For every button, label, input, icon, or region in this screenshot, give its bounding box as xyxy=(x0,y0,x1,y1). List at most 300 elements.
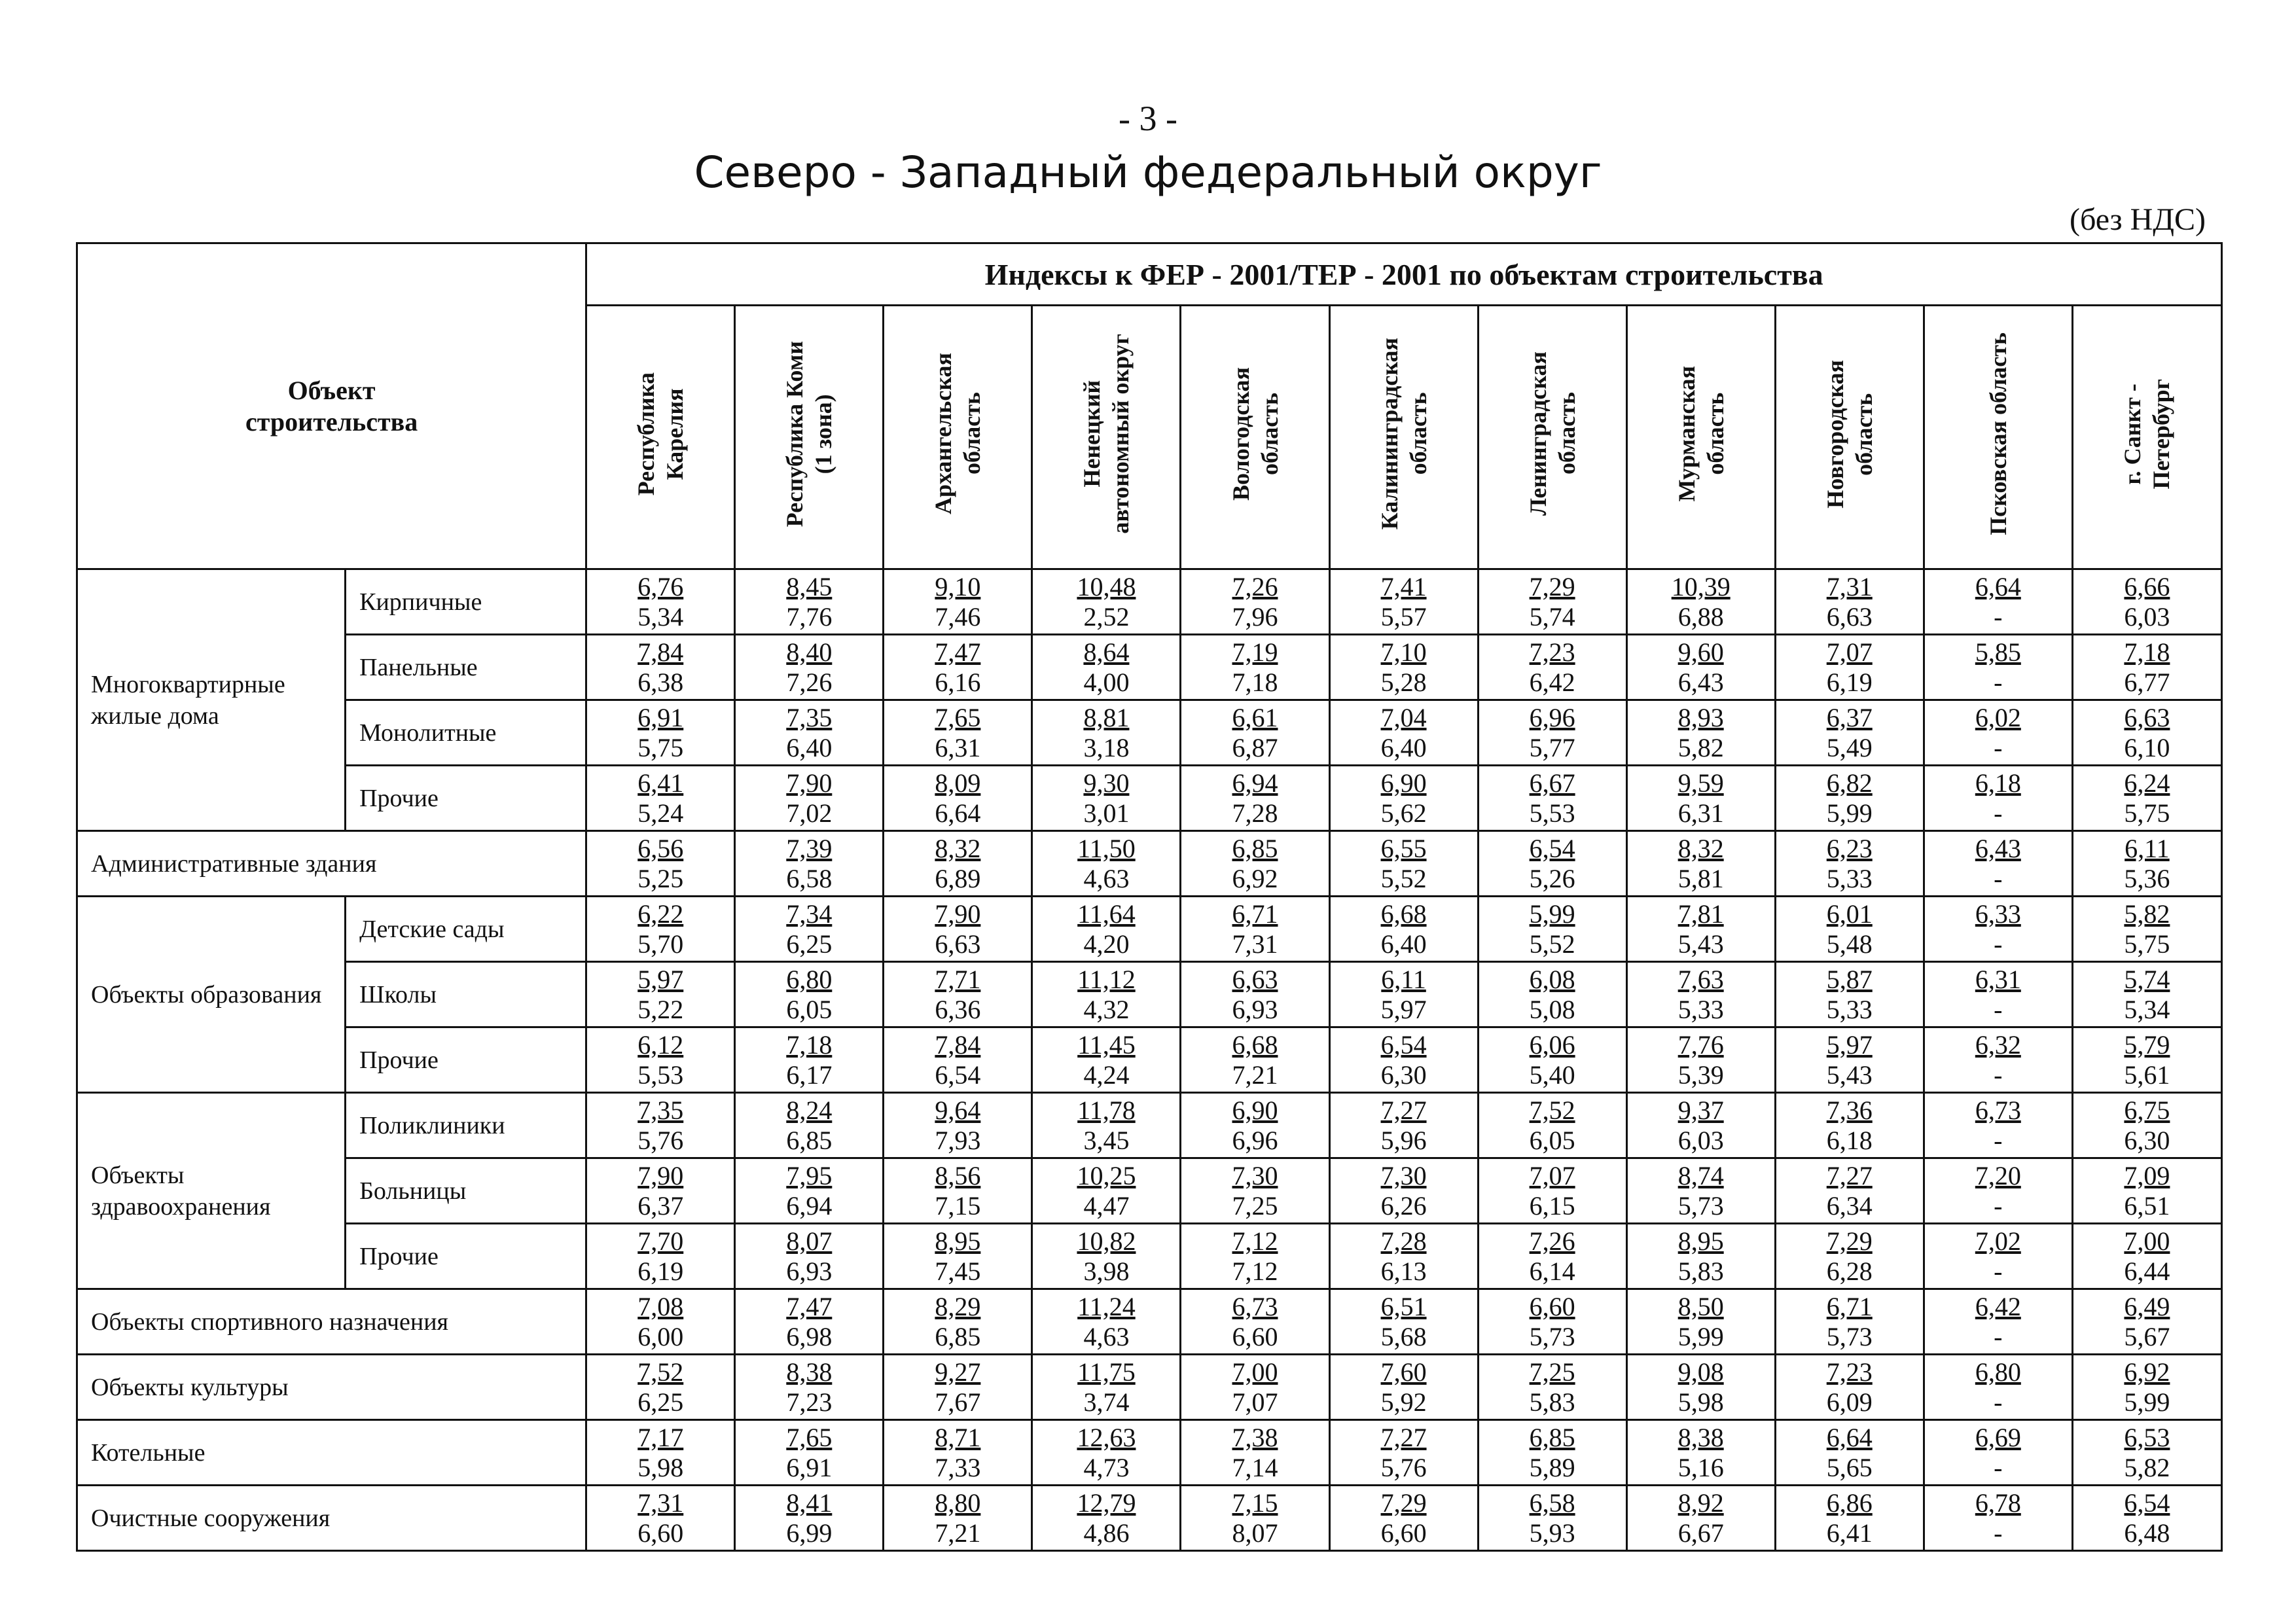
index-cell xyxy=(884,1486,1032,1551)
region-header xyxy=(1181,306,1329,569)
ter-index-value: 5,96 xyxy=(1380,1125,1427,1155)
fer-index-value: 7,70 xyxy=(637,1226,684,1256)
index-cell xyxy=(2072,1027,2221,1093)
ter-index-value: 5,81 xyxy=(1677,863,1724,893)
ter-index-value: 6,00 xyxy=(637,1321,684,1351)
index-cell xyxy=(735,635,884,700)
ter-index-value: 5,76 xyxy=(1380,1452,1427,1482)
index-cell xyxy=(1329,1420,1478,1486)
index-cell xyxy=(1478,897,1626,962)
fer-index-value: 5,74 xyxy=(2124,964,2170,994)
ter-index-value: 5,49 xyxy=(1826,732,1873,762)
fer-index-value: 10,48 xyxy=(1077,571,1136,601)
ter-index-value: 5,70 xyxy=(637,929,684,959)
fer-index-value: 7,12 xyxy=(1232,1226,1278,1256)
ter-index-value: 6,60 xyxy=(1232,1321,1278,1351)
ter-index-value: 6,37 xyxy=(637,1190,684,1221)
ter-index-value: 6,38 xyxy=(637,667,684,697)
ter-index-value: 5,22 xyxy=(637,994,684,1024)
ter-index-value: 7,15 xyxy=(935,1190,981,1221)
index-cell xyxy=(1329,1355,1478,1420)
ter-index-value: - xyxy=(1994,1060,2003,1090)
fer-index-value: 6,94 xyxy=(1232,768,1278,798)
index-cell xyxy=(884,635,1032,700)
index-cell xyxy=(1181,1027,1329,1093)
fer-index-value: 7,39 xyxy=(786,833,833,863)
index-cell xyxy=(2072,1224,2221,1289)
index-cell xyxy=(1032,831,1181,897)
index-cell xyxy=(586,1027,735,1093)
fer-index-value: 7,71 xyxy=(935,964,981,994)
index-cell xyxy=(1329,962,1478,1027)
index-cell xyxy=(1775,1027,1924,1093)
ter-index-value: 6,40 xyxy=(1380,732,1427,762)
index-cell xyxy=(1329,1093,1478,1158)
page-number: - 3 - xyxy=(1119,99,1177,138)
fer-index-value: 8,71 xyxy=(935,1422,981,1452)
index-cell xyxy=(2072,962,2221,1027)
ter-index-value: 5,33 xyxy=(1826,994,1873,1024)
index-cell xyxy=(1329,1224,1478,1289)
ter-index-value: 6,98 xyxy=(786,1321,833,1351)
fer-index-value: 6,96 xyxy=(1529,702,1575,732)
table-row xyxy=(77,1289,2222,1355)
index-cell xyxy=(1329,766,1478,831)
index-cell xyxy=(884,1355,1032,1420)
table-row xyxy=(77,1224,2222,1289)
index-cell xyxy=(2072,766,2221,831)
index-cell xyxy=(1626,1158,1775,1224)
index-cell xyxy=(2072,700,2221,766)
index-cell xyxy=(1478,831,1626,897)
region-label: Архангельская область xyxy=(930,353,986,515)
ter-index-value: 6,88 xyxy=(1677,601,1724,632)
ter-index-value: 6,03 xyxy=(2124,601,2170,632)
fer-index-value: 7,76 xyxy=(1677,1029,1724,1060)
object-subtype-label: Поликлиники xyxy=(346,1093,586,1158)
index-cell xyxy=(1924,962,2072,1027)
ter-index-value: 5,82 xyxy=(2124,1452,2170,1482)
ter-index-value: 6,25 xyxy=(637,1387,684,1417)
index-cell xyxy=(1181,1420,1329,1486)
fer-index-value: 7,29 xyxy=(1826,1226,1873,1256)
table-row xyxy=(77,962,2222,1027)
fer-index-value: 5,99 xyxy=(1529,899,1575,929)
ter-index-value: 6,34 xyxy=(1826,1190,1873,1221)
index-cell xyxy=(735,1420,884,1486)
ter-index-value: 3,45 xyxy=(1083,1125,1130,1155)
fer-index-value: 7,31 xyxy=(1826,571,1873,601)
index-cell xyxy=(1775,1158,1924,1224)
fer-index-value: 6,85 xyxy=(1529,1422,1575,1452)
fer-index-value: 7,27 xyxy=(1380,1422,1427,1452)
table-row xyxy=(77,1420,2222,1486)
ter-index-value: 6,94 xyxy=(786,1190,833,1221)
index-cell xyxy=(586,1093,735,1158)
index-cell xyxy=(735,766,884,831)
object-label: Объекты спортивного назначения xyxy=(77,1289,586,1355)
index-cell xyxy=(1775,1289,1924,1355)
index-cell xyxy=(1032,1093,1181,1158)
ter-index-value: 6,41 xyxy=(1826,1518,1873,1548)
index-cell xyxy=(1626,1486,1775,1551)
fer-index-value: 7,10 xyxy=(1380,637,1427,667)
ter-index-value: 6,30 xyxy=(1380,1060,1427,1090)
index-cell xyxy=(1924,1093,2072,1158)
ter-index-value: 6,31 xyxy=(935,732,981,762)
ter-index-value: 6,99 xyxy=(786,1518,833,1548)
fer-index-value: 7,08 xyxy=(637,1291,684,1321)
index-cell xyxy=(1181,569,1329,635)
ter-index-value: 5,48 xyxy=(1826,929,1873,959)
fer-index-value: 6,12 xyxy=(637,1029,684,1060)
ter-index-value: 5,93 xyxy=(1529,1518,1575,1548)
ter-index-value: 4,47 xyxy=(1083,1190,1130,1221)
index-cell xyxy=(735,831,884,897)
index-cell xyxy=(1775,700,1924,766)
object-subtype-label: Прочие xyxy=(346,1224,586,1289)
region-header xyxy=(1478,306,1626,569)
index-cell xyxy=(1924,569,2072,635)
fer-index-value: 6,64 xyxy=(1826,1422,1873,1452)
fer-index-value: 7,18 xyxy=(786,1029,833,1060)
region-label: Ненецкий автономный округ xyxy=(1079,334,1134,534)
table-row xyxy=(77,569,2222,635)
index-cell xyxy=(735,1289,884,1355)
ter-index-value: 6,44 xyxy=(2124,1256,2170,1286)
ter-index-value: 5,24 xyxy=(637,798,684,828)
ter-index-value: 5,26 xyxy=(1529,863,1575,893)
fer-index-value: 5,82 xyxy=(2124,899,2170,929)
ter-index-value: 6,58 xyxy=(786,863,833,893)
region-label: Калининградская область xyxy=(1376,338,1431,530)
index-cell xyxy=(1626,1355,1775,1420)
fer-index-value: 10,39 xyxy=(1671,571,1731,601)
index-cell xyxy=(1032,700,1181,766)
index-cell xyxy=(1181,766,1329,831)
ter-index-value: 5,97 xyxy=(1380,994,1427,1024)
table-row xyxy=(77,1158,2222,1224)
index-cell xyxy=(1478,700,1626,766)
index-cell xyxy=(1181,1289,1329,1355)
ter-index-value: 4,32 xyxy=(1083,994,1130,1024)
index-cell xyxy=(884,700,1032,766)
fer-index-value: 7,52 xyxy=(1529,1095,1575,1125)
index-cell xyxy=(1924,897,2072,962)
fer-index-value: 7,00 xyxy=(1232,1357,1278,1387)
index-cell xyxy=(1478,1486,1626,1551)
index-cell xyxy=(2072,1420,2221,1486)
fer-index-value: 7,52 xyxy=(637,1357,684,1387)
fer-index-value: 6,56 xyxy=(637,833,684,863)
fer-index-value: 6,90 xyxy=(1380,768,1427,798)
ter-index-value: 6,10 xyxy=(2124,732,2170,762)
ter-index-value: 5,77 xyxy=(1529,732,1575,762)
object-subtype-label: Школы xyxy=(346,962,586,1027)
fer-index-value: 9,60 xyxy=(1677,637,1724,667)
ter-index-value: - xyxy=(1994,994,2003,1024)
region-header xyxy=(2072,306,2221,569)
index-cell xyxy=(1478,1027,1626,1093)
index-cell xyxy=(1924,1486,2072,1551)
index-cell xyxy=(884,569,1032,635)
ter-index-value: 5,53 xyxy=(637,1060,684,1090)
index-cell xyxy=(884,1224,1032,1289)
fer-index-value: 7,00 xyxy=(2124,1226,2170,1256)
ter-index-value: 6,43 xyxy=(1677,667,1724,697)
index-cell xyxy=(2072,1355,2221,1420)
index-cell xyxy=(1478,962,1626,1027)
ter-index-value: 6,60 xyxy=(637,1518,684,1548)
fer-index-value: 8,07 xyxy=(786,1226,833,1256)
fer-index-value: 8,40 xyxy=(786,637,833,667)
index-cell xyxy=(1924,1355,2072,1420)
index-cell xyxy=(1775,831,1924,897)
index-cell xyxy=(1626,1289,1775,1355)
ter-index-value: 5,36 xyxy=(2124,863,2170,893)
fer-index-value: 7,17 xyxy=(637,1422,684,1452)
ter-index-value: 7,21 xyxy=(935,1518,981,1548)
fer-index-value: 6,43 xyxy=(1975,833,2021,863)
index-cell xyxy=(1626,962,1775,1027)
index-cell xyxy=(1478,1420,1626,1486)
fer-index-value: 7,35 xyxy=(786,702,833,732)
ter-index-value: 6,25 xyxy=(786,929,833,959)
index-cell xyxy=(1775,1486,1924,1551)
index-table xyxy=(76,242,2223,1552)
ter-index-value: 7,96 xyxy=(1232,601,1278,632)
fer-index-value: 7,36 xyxy=(1826,1095,1873,1125)
ter-index-value: 3,01 xyxy=(1083,798,1130,828)
ter-index-value: 6,42 xyxy=(1529,667,1575,697)
fer-index-value: 7,26 xyxy=(1529,1226,1575,1256)
ter-index-value: 6,93 xyxy=(1232,994,1278,1024)
index-cell xyxy=(1775,897,1924,962)
fer-index-value: 11,24 xyxy=(1077,1291,1136,1321)
ter-index-value: 7,33 xyxy=(935,1452,981,1482)
fer-index-value: 6,08 xyxy=(1529,964,1575,994)
ter-index-value: 7,07 xyxy=(1232,1387,1278,1417)
ter-index-value: 5,92 xyxy=(1380,1387,1427,1417)
fer-index-value: 6,37 xyxy=(1826,702,1873,732)
ter-index-value: - xyxy=(1994,798,2003,828)
ter-index-value: 5,73 xyxy=(1529,1321,1575,1351)
ter-index-value: 5,89 xyxy=(1529,1452,1575,1482)
index-cell xyxy=(884,962,1032,1027)
index-cell xyxy=(586,1420,735,1486)
ter-index-value: 6,93 xyxy=(786,1256,833,1286)
fer-index-value: 8,93 xyxy=(1677,702,1724,732)
index-cell xyxy=(586,897,735,962)
ter-index-value: 6,19 xyxy=(637,1256,684,1286)
ter-index-value: 5,34 xyxy=(2124,994,2170,1024)
ter-index-value: 5,40 xyxy=(1529,1060,1575,1090)
fer-index-value: 6,11 xyxy=(1381,964,1426,994)
fer-index-value: 7,30 xyxy=(1232,1160,1278,1190)
fer-index-value: 6,58 xyxy=(1529,1488,1575,1518)
index-cell xyxy=(1032,1289,1181,1355)
index-cell xyxy=(1775,1224,1924,1289)
fer-index-value: 6,33 xyxy=(1975,899,2021,929)
object-subtype-label: Прочие xyxy=(346,1027,586,1093)
fer-index-value: 7,29 xyxy=(1380,1488,1427,1518)
ter-index-value: 7,12 xyxy=(1232,1256,1278,1286)
index-cell xyxy=(2072,635,2221,700)
ter-index-value: 6,63 xyxy=(935,929,981,959)
index-cell xyxy=(1329,1486,1478,1551)
fer-index-value: 8,50 xyxy=(1677,1291,1724,1321)
index-cell xyxy=(1924,1289,2072,1355)
ter-index-value: 6,51 xyxy=(2124,1190,2170,1221)
fer-index-value: 5,85 xyxy=(1975,637,2021,667)
object-group-label: Объекты образования xyxy=(77,897,346,1093)
index-cell xyxy=(884,1093,1032,1158)
fer-index-value: 6,92 xyxy=(2124,1357,2170,1387)
index-cell xyxy=(1181,1486,1329,1551)
index-cell xyxy=(1032,1420,1181,1486)
ter-index-value: 5,43 xyxy=(1677,929,1724,959)
fer-index-value: 6,11 xyxy=(2125,833,2170,863)
main-header: Индексы к ФЕР - 2001/ТЕР - 2001 по объектам строительства xyxy=(586,243,2222,306)
fer-index-value: 8,29 xyxy=(935,1291,981,1321)
index-cell xyxy=(1181,700,1329,766)
ter-index-value: 2,52 xyxy=(1083,601,1130,632)
index-cell xyxy=(884,1158,1032,1224)
index-cell xyxy=(1329,831,1478,897)
table-row xyxy=(77,700,2222,766)
ter-index-value: 6,89 xyxy=(935,863,981,893)
ter-index-value: 5,99 xyxy=(2124,1387,2170,1417)
ter-index-value: 5,16 xyxy=(1677,1452,1724,1482)
ter-index-value: 6,36 xyxy=(935,994,981,1024)
fer-index-value: 7,18 xyxy=(2124,637,2170,667)
fer-index-value: 8,81 xyxy=(1083,702,1130,732)
ter-index-value: 5,98 xyxy=(1677,1387,1724,1417)
ter-index-value: 7,76 xyxy=(786,601,833,632)
fer-index-value: 6,49 xyxy=(2124,1291,2170,1321)
ter-index-value: - xyxy=(1994,1256,2003,1286)
ter-index-value: 6,17 xyxy=(786,1060,833,1090)
index-cell xyxy=(1924,831,2072,897)
fer-index-value: 9,10 xyxy=(935,571,981,601)
ter-index-value: 5,76 xyxy=(637,1125,684,1155)
index-cell xyxy=(1329,1027,1478,1093)
region-header xyxy=(1032,306,1181,569)
fer-index-value: 6,32 xyxy=(1975,1029,2021,1060)
ter-index-value: 5,83 xyxy=(1677,1256,1724,1286)
index-cell xyxy=(1924,1224,2072,1289)
index-cell xyxy=(1775,635,1924,700)
ter-index-value: 8,07 xyxy=(1232,1518,1278,1548)
object-group-label: Многоквартирные жилые дома xyxy=(77,569,346,831)
fer-index-value: 6,53 xyxy=(2124,1422,2170,1452)
index-cell xyxy=(1775,1355,1924,1420)
ter-index-value: 3,18 xyxy=(1083,732,1130,762)
fer-index-value: 7,23 xyxy=(1529,637,1575,667)
ter-index-value: 6,31 xyxy=(1677,798,1724,828)
index-cell xyxy=(1924,766,2072,831)
ter-index-value: 6,05 xyxy=(1529,1125,1575,1155)
index-cell xyxy=(1626,569,1775,635)
ter-index-value: 7,25 xyxy=(1232,1190,1278,1221)
ter-index-value: 6,28 xyxy=(1826,1256,1873,1286)
ter-index-value: 5,75 xyxy=(2124,929,2170,959)
fer-index-value: 7,65 xyxy=(786,1422,833,1452)
fer-index-value: 8,80 xyxy=(935,1488,981,1518)
ter-index-value: 5,08 xyxy=(1529,994,1575,1024)
fer-index-value: 7,27 xyxy=(1380,1095,1427,1125)
ter-index-value: 5,82 xyxy=(1677,732,1724,762)
index-cell xyxy=(2072,1486,2221,1551)
object-label: Административные здания xyxy=(77,831,586,897)
fer-index-value: 6,64 xyxy=(1975,571,2021,601)
ter-index-value: 7,02 xyxy=(786,798,833,828)
index-cell xyxy=(2072,897,2221,962)
index-cell xyxy=(1478,1093,1626,1158)
fer-index-value: 6,41 xyxy=(637,768,684,798)
object-group-label: Объекты здравоохранения xyxy=(77,1093,346,1289)
index-cell xyxy=(2072,1158,2221,1224)
index-cell xyxy=(735,962,884,1027)
ter-index-value: 5,62 xyxy=(1380,798,1427,828)
fer-index-value: 6,71 xyxy=(1826,1291,1873,1321)
fer-index-value: 7,35 xyxy=(637,1095,684,1125)
region-header xyxy=(1924,306,2072,569)
ter-index-value: - xyxy=(1994,863,2003,893)
fer-index-value: 6,82 xyxy=(1826,768,1873,798)
fer-index-value: 6,91 xyxy=(637,702,684,732)
object-header: Объект строительства xyxy=(77,243,586,569)
region-header xyxy=(1626,306,1775,569)
index-cell xyxy=(2072,1289,2221,1355)
ter-index-value: 7,46 xyxy=(935,601,981,632)
table-row xyxy=(77,897,2222,962)
fer-index-value: 6,68 xyxy=(1380,899,1427,929)
index-cell xyxy=(1924,700,2072,766)
fer-index-value: 8,09 xyxy=(935,768,981,798)
ter-index-value: 6,77 xyxy=(2124,667,2170,697)
ter-index-value: 5,28 xyxy=(1380,667,1427,697)
index-cell xyxy=(1626,635,1775,700)
fer-index-value: 6,02 xyxy=(1975,702,2021,732)
ter-index-value: 5,99 xyxy=(1826,798,1873,828)
fer-index-value: 6,80 xyxy=(1975,1357,2021,1387)
index-cell xyxy=(735,1224,884,1289)
index-cell xyxy=(1626,831,1775,897)
fer-index-value: 6,61 xyxy=(1232,702,1278,732)
ter-index-value: 7,21 xyxy=(1232,1060,1278,1090)
fer-index-value: 6,51 xyxy=(1380,1291,1427,1321)
index-cell xyxy=(735,700,884,766)
fer-index-value: 6,63 xyxy=(1232,964,1278,994)
fer-index-value: 6,76 xyxy=(637,571,684,601)
table-body xyxy=(77,569,2222,1551)
ter-index-value: 4,24 xyxy=(1083,1060,1130,1090)
fer-index-value: 6,85 xyxy=(1232,833,1278,863)
ter-index-value: 6,30 xyxy=(2124,1125,2170,1155)
index-cell xyxy=(1478,569,1626,635)
ter-index-value: 7,45 xyxy=(935,1256,981,1286)
fer-index-value: 8,32 xyxy=(1677,833,1724,863)
ter-index-value: 6,26 xyxy=(1380,1190,1427,1221)
index-cell xyxy=(1181,1158,1329,1224)
fer-index-value: 7,07 xyxy=(1826,637,1873,667)
ter-index-value: 5,73 xyxy=(1826,1321,1873,1351)
fer-index-value: 7,84 xyxy=(935,1029,981,1060)
ter-index-value: 5,39 xyxy=(1677,1060,1724,1090)
table-row xyxy=(77,831,2222,897)
fer-index-value: 7,63 xyxy=(1677,964,1724,994)
